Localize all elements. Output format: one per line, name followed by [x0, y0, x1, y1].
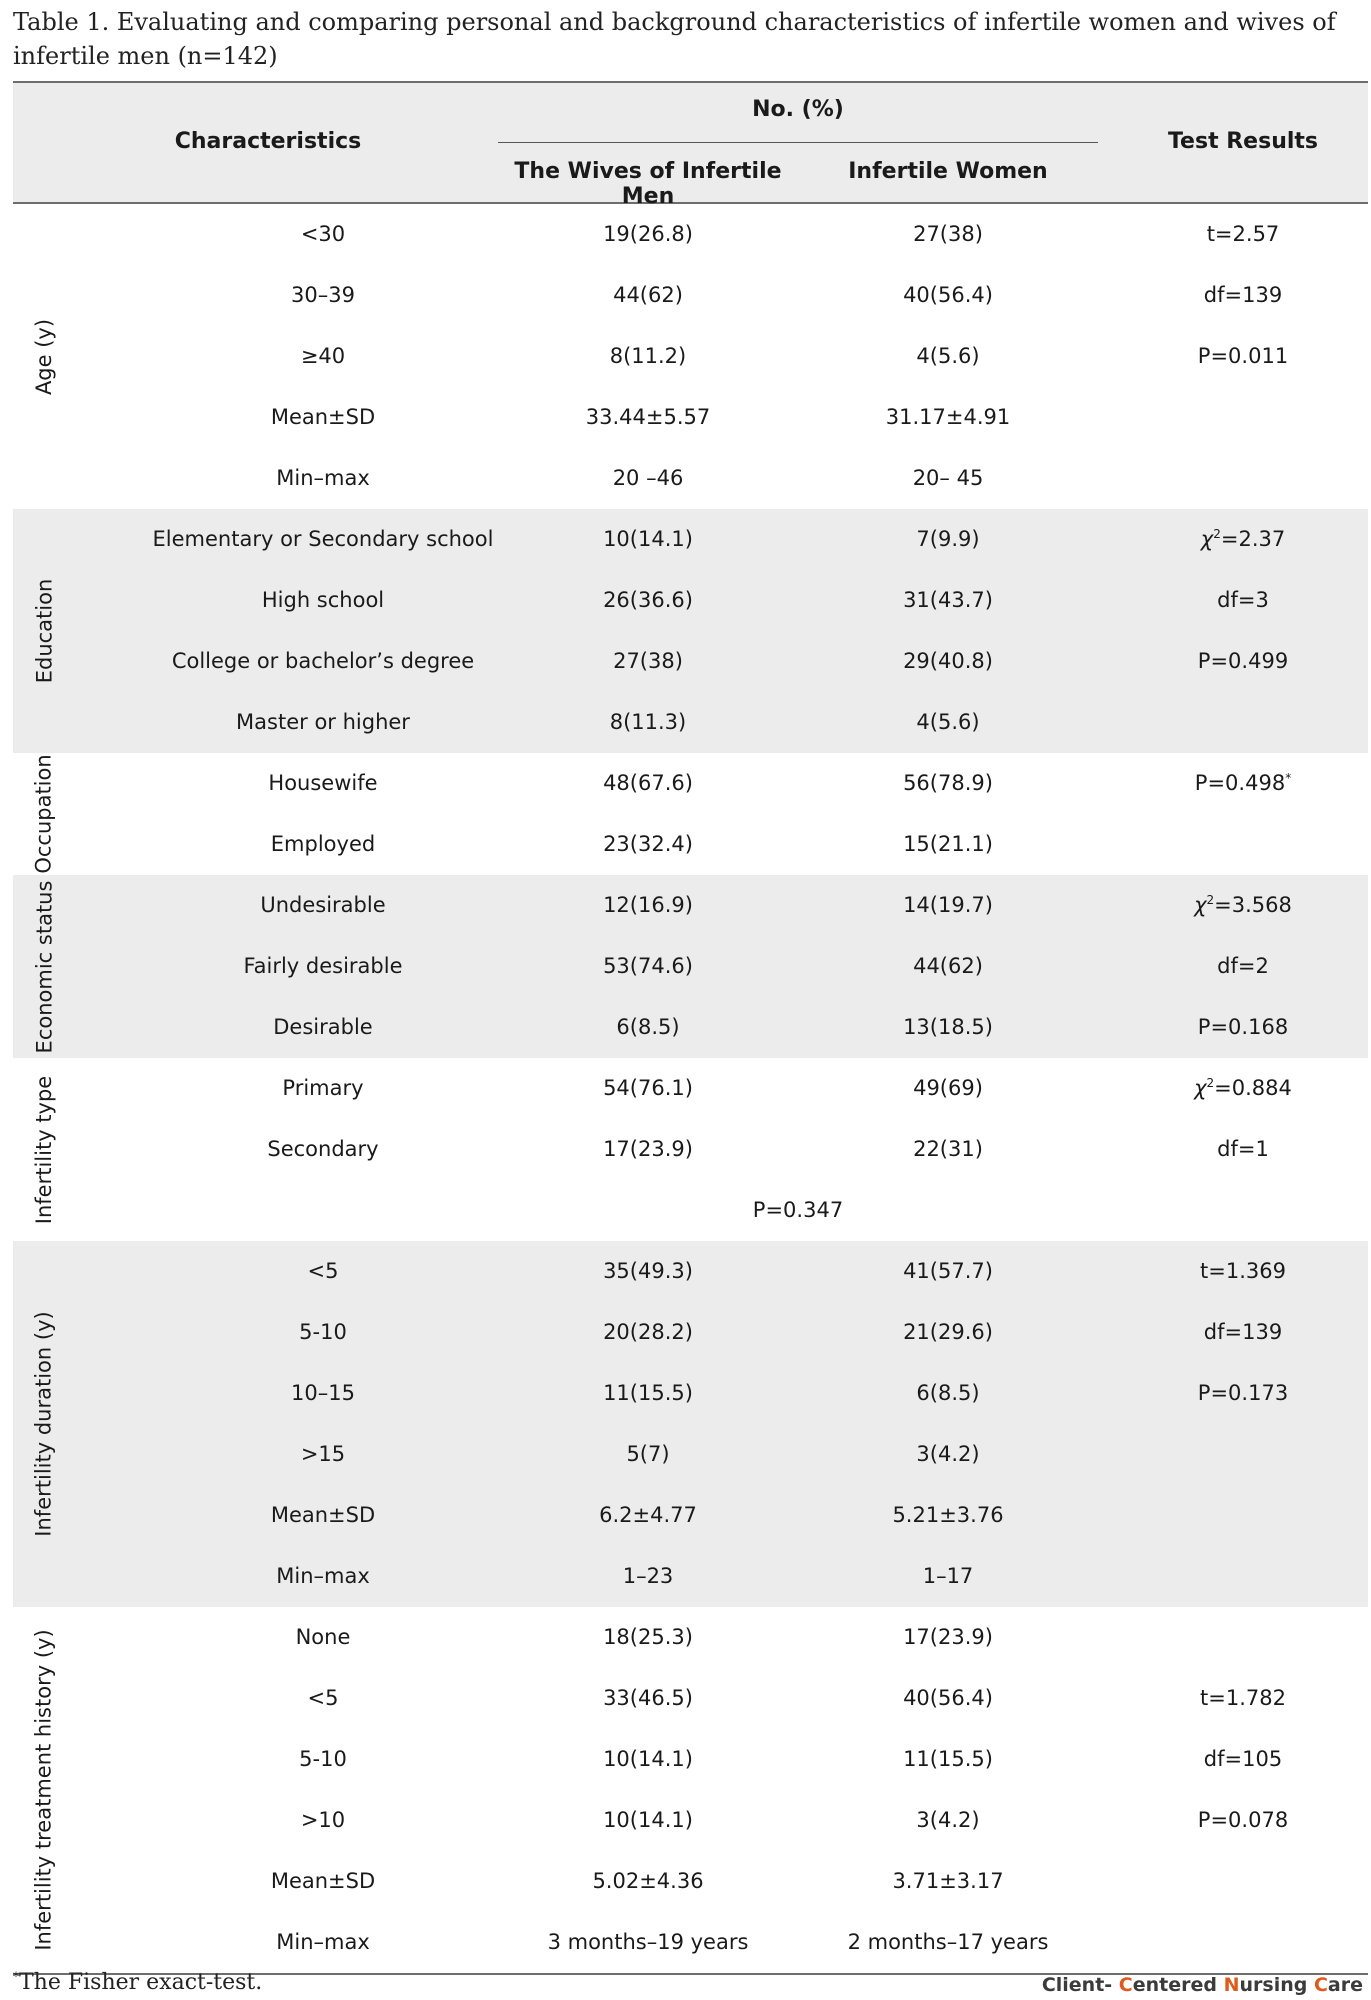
- wives-value-cell: 20(28.2): [603, 1320, 693, 1344]
- women-value-cell: 13(18.5): [903, 1015, 993, 1039]
- characteristic-cell: 10–15: [291, 1381, 355, 1405]
- wives-value-cell: 12(16.9): [603, 893, 693, 917]
- journal-brand: [1042, 1974, 1363, 1996]
- women-value-cell: 31(43.7): [903, 588, 993, 612]
- row-group: [13, 509, 1368, 753]
- test-result-cell: [1143, 1729, 1343, 1790]
- chi-value: =2.37: [1220, 527, 1286, 551]
- wives-value-cell: 33(46.5): [603, 1686, 693, 1710]
- row-group: [13, 204, 1368, 509]
- group-label-text: Age (y): [32, 318, 57, 395]
- characteristic-cell: <30: [300, 222, 346, 246]
- group-label-text: Education: [32, 578, 56, 684]
- table-row: [13, 692, 1368, 753]
- test-value: P=0.168: [1197, 1015, 1289, 1039]
- brand-part: Client-: [1041, 1974, 1119, 1996]
- test-result-cell: [1143, 1485, 1343, 1546]
- table-row: [13, 1180, 1368, 1241]
- table-row: [13, 387, 1368, 448]
- chi-value: =3.568: [1214, 893, 1292, 917]
- characteristic-cell: Min–max: [276, 1564, 370, 1588]
- test-superscript: *: [1285, 771, 1292, 785]
- table-row: [13, 1851, 1368, 1912]
- group-label-text: Infertility duration (y): [32, 1311, 57, 1537]
- women-value-cell: 44(62): [913, 954, 983, 978]
- brand-part: entered: [1132, 1974, 1224, 1996]
- table-row: [13, 753, 1368, 814]
- test-result-cell: [1143, 204, 1343, 265]
- test-result-cell: [1143, 1851, 1343, 1912]
- women-value-cell: 56(78.9): [903, 771, 993, 795]
- wives-value-cell: 5.02±4.36: [592, 1869, 704, 1893]
- test-result-cell: [1143, 1546, 1343, 1607]
- table-row: [13, 1912, 1368, 1973]
- table-row: [13, 326, 1368, 387]
- test-result-cell: [1143, 326, 1343, 387]
- women-value-cell: 41(57.7): [903, 1259, 993, 1283]
- characteristic-cell: Mean±SD: [270, 1503, 376, 1527]
- wives-value-cell: 3 months–19 years: [547, 1930, 749, 1954]
- wives-value-cell: 10(14.1): [603, 1747, 693, 1771]
- characteristic-cell: Elementary or Secondary school: [152, 527, 494, 551]
- group-label-text: Occupation: [32, 754, 57, 874]
- women-value-cell: 20– 45: [912, 466, 984, 490]
- header-characteristics: Characteristics: [174, 129, 362, 154]
- group-label-text: Economic status: [32, 880, 56, 1053]
- test-value: P=0.499: [1197, 649, 1289, 673]
- brand-accent: C: [1118, 1974, 1133, 1996]
- wives-value-cell: 44(62): [613, 283, 683, 307]
- characteristic-cell: Mean±SD: [270, 1869, 376, 1893]
- table-row: [13, 1241, 1368, 1302]
- test-result-cell: [1143, 509, 1343, 570]
- wives-value-cell: 18(25.3): [603, 1625, 693, 1649]
- test-result-cell: [1143, 631, 1343, 692]
- wives-value-cell: 8(11.3): [609, 710, 687, 734]
- table-row: [13, 997, 1368, 1058]
- characteristic-cell: 5-10: [299, 1747, 347, 1771]
- test-result-cell: [1143, 1363, 1343, 1424]
- wives-value-cell: 8(11.2): [609, 344, 687, 368]
- characteristic-cell: 30–39: [291, 283, 355, 307]
- test-result-cell: [1143, 387, 1343, 448]
- table-row: [13, 1119, 1368, 1180]
- test-result-cell: [1143, 1912, 1343, 1973]
- test-result-cell: [1143, 1302, 1343, 1363]
- women-value-cell: 2 months–17 years: [847, 1930, 1049, 1954]
- characteristic-cell: Fairly desirable: [243, 954, 403, 978]
- test-value: t=1.369: [1200, 1259, 1286, 1283]
- table-row: [13, 1790, 1368, 1851]
- chi-symbol: χ: [1200, 527, 1214, 551]
- table-row: [13, 265, 1368, 326]
- header-wives-infertile-men: The Wives of Infertile Men: [514, 159, 782, 209]
- test-result-cell: [1143, 1607, 1343, 1668]
- test-result-cell: [1143, 692, 1343, 753]
- women-value-cell: 31.17±4.91: [885, 405, 1011, 429]
- characteristic-cell: College or bachelor’s degree: [171, 649, 475, 673]
- wives-value-cell: 10(14.1): [603, 1808, 693, 1832]
- wives-value-cell: 54(76.1): [603, 1076, 693, 1100]
- characteristic-cell: <5: [307, 1686, 339, 1710]
- women-value-cell: 5.21±3.76: [892, 1503, 1004, 1527]
- row-group: [13, 1241, 1368, 1607]
- footnote: [13, 1970, 262, 1995]
- women-value-cell: 22(31): [913, 1137, 983, 1161]
- table-row: [13, 631, 1368, 692]
- women-value-cell: 40(56.4): [903, 283, 993, 307]
- test-value: df=3: [1217, 588, 1269, 612]
- test-result-cell: [1143, 1424, 1343, 1485]
- women-value-cell: 6(8.5): [916, 1381, 980, 1405]
- table-row: [13, 875, 1368, 936]
- row-group: [13, 1058, 1368, 1241]
- test-result-cell: [1143, 448, 1343, 509]
- test-value: df=105: [1203, 1747, 1283, 1771]
- table-row: [13, 1729, 1368, 1790]
- chi-symbol: χ: [1194, 1076, 1207, 1100]
- brand-accent: C: [1313, 1974, 1328, 1996]
- test-result-cell: [1143, 997, 1343, 1058]
- table-row: [13, 1607, 1368, 1668]
- table-caption: Table 1. Evaluating and comparing personal and background characteristics of infertile women and wives of infertile men (n=142): [13, 8, 1336, 70]
- women-value-cell: 3(4.2): [916, 1808, 980, 1832]
- chi-superscript: 2: [1206, 893, 1215, 907]
- wives-value-cell: 11(15.5): [603, 1381, 693, 1405]
- table-row: [13, 1546, 1368, 1607]
- brand-part: ursing: [1239, 1974, 1314, 1996]
- table-header: [13, 83, 1368, 209]
- table-row: [13, 1424, 1368, 1485]
- women-value-cell: 11(15.5): [903, 1747, 993, 1771]
- test-result-cell: [1143, 814, 1343, 875]
- wives-value-cell: 10(14.1): [603, 527, 693, 551]
- row-group: [13, 875, 1368, 1058]
- wives-value-cell: 48(67.6): [603, 771, 693, 795]
- wives-value-cell: 17(23.9): [603, 1137, 693, 1161]
- women-value-cell: 1–17: [922, 1564, 974, 1588]
- table-row: [13, 814, 1368, 875]
- women-value-cell: 40(56.4): [903, 1686, 993, 1710]
- test-value: df=2: [1217, 954, 1269, 978]
- wives-value-cell: 53(74.6): [603, 954, 693, 978]
- brand-accent: N: [1223, 1974, 1240, 1996]
- women-value-cell: 14(19.7): [903, 893, 993, 917]
- test-result-cell: [1143, 1241, 1343, 1302]
- women-value-cell: 27(38): [913, 222, 983, 246]
- test-result-cell: [1143, 1119, 1343, 1180]
- test-result-cell: [1143, 1058, 1343, 1119]
- chi-superscript: 2: [1206, 1076, 1215, 1090]
- header-infertile-women: Infertile Women: [848, 159, 1048, 184]
- wives-value-cell: 1–23: [622, 1564, 674, 1588]
- table-row: [13, 1363, 1368, 1424]
- test-value: P=0.078: [1197, 1808, 1289, 1832]
- chi-superscript: 2: [1213, 527, 1221, 541]
- characteristic-cell: None: [295, 1625, 351, 1649]
- women-value-cell: 3.71±3.17: [892, 1869, 1004, 1893]
- characteristic-cell: 5-10: [299, 1320, 347, 1344]
- characteristic-cell: Mean±SD: [270, 405, 376, 429]
- row-group: [13, 753, 1368, 875]
- wives-value-cell: 19(26.8): [603, 222, 693, 246]
- women-value-cell: 17(23.9): [903, 1625, 993, 1649]
- test-result-cell: [1143, 875, 1343, 936]
- header-test-results: Test Results: [1167, 129, 1319, 154]
- wives-value-cell: 35(49.3): [603, 1259, 693, 1283]
- table-row: [13, 448, 1368, 509]
- header-divider: [498, 142, 1098, 143]
- wives-value-cell: 6.2±4.77: [599, 1503, 697, 1527]
- chi-symbol: χ: [1194, 893, 1207, 917]
- wives-value-cell: 5(7): [626, 1442, 670, 1466]
- women-value-cell: 29(40.8): [903, 649, 993, 673]
- table-row: [13, 570, 1368, 631]
- women-value-cell: 49(69): [913, 1076, 983, 1100]
- group-label-text: Infertility type: [32, 1075, 56, 1224]
- characteristic-cell: ≥40: [300, 344, 346, 368]
- wives-value-cell: 33.44±5.57: [585, 405, 711, 429]
- table-row: [13, 936, 1368, 997]
- wives-value-cell: 23(32.4): [603, 832, 693, 856]
- group-label-text: Infertility treatment history (y): [32, 1629, 57, 1951]
- test-value: P=0.498: [1194, 771, 1286, 795]
- women-value-cell: 21(29.6): [903, 1320, 993, 1344]
- characteristic-cell: Master or higher: [236, 710, 410, 734]
- spanning-p-value: P=0.347: [752, 1198, 844, 1222]
- characteristic-cell: Undesirable: [260, 893, 386, 917]
- table-row: [13, 1058, 1368, 1119]
- table-row: [13, 509, 1368, 570]
- chi-value: =0.884: [1214, 1076, 1292, 1100]
- table-row: [13, 1668, 1368, 1729]
- test-value: t=2.57: [1206, 222, 1280, 246]
- women-value-cell: 3(4.2): [916, 1442, 980, 1466]
- footnote-text: The Fisher exact-test.: [19, 1970, 263, 1995]
- characteristic-cell: Min–max: [276, 466, 370, 490]
- table-row: [13, 1302, 1368, 1363]
- test-value: df=1: [1217, 1137, 1269, 1161]
- women-value-cell: 7(9.9): [916, 527, 980, 551]
- footnote-mark: *: [13, 1969, 19, 1984]
- wives-value-cell: 27(38): [613, 649, 683, 673]
- test-result-cell: [1143, 1668, 1343, 1729]
- characteristic-cell: Employed: [270, 832, 376, 856]
- characteristic-cell: Primary: [282, 1076, 364, 1100]
- header-no-percent: No. (%): [752, 97, 844, 122]
- test-result-cell: [1143, 1790, 1343, 1851]
- characteristic-cell: <5: [307, 1259, 339, 1283]
- brand-part: are: [1327, 1974, 1363, 1996]
- wives-value-cell: 26(36.6): [603, 588, 693, 612]
- characteristic-cell: Secondary: [267, 1137, 379, 1161]
- test-value: P=0.011: [1197, 344, 1289, 368]
- test-result-cell: [1143, 936, 1343, 997]
- test-value: t=1.782: [1200, 1686, 1286, 1710]
- women-value-cell: 15(21.1): [903, 832, 993, 856]
- characteristic-cell: Min–max: [276, 1930, 370, 1954]
- characteristic-cell: >10: [300, 1808, 346, 1832]
- wives-value-cell: 20 –46: [612, 466, 684, 490]
- characteristic-cell: Desirable: [273, 1015, 373, 1039]
- test-result-cell: [1143, 265, 1343, 326]
- women-value-cell: 4(5.6): [916, 710, 980, 734]
- characteristic-cell: Housewife: [268, 771, 378, 795]
- wives-value-cell: 6(8.5): [616, 1015, 680, 1039]
- characteristic-cell: High school: [261, 588, 385, 612]
- women-value-cell: 4(5.6): [916, 344, 980, 368]
- test-result-cell: [1143, 570, 1343, 631]
- test-result-cell: [1143, 753, 1343, 814]
- table-row: [13, 1485, 1368, 1546]
- test-value: df=139: [1203, 1320, 1283, 1344]
- test-value: P=0.173: [1197, 1381, 1289, 1405]
- row-group: [13, 1607, 1368, 1973]
- test-value: df=139: [1203, 283, 1283, 307]
- characteristic-cell: >15: [300, 1442, 346, 1466]
- table-row: [13, 204, 1368, 265]
